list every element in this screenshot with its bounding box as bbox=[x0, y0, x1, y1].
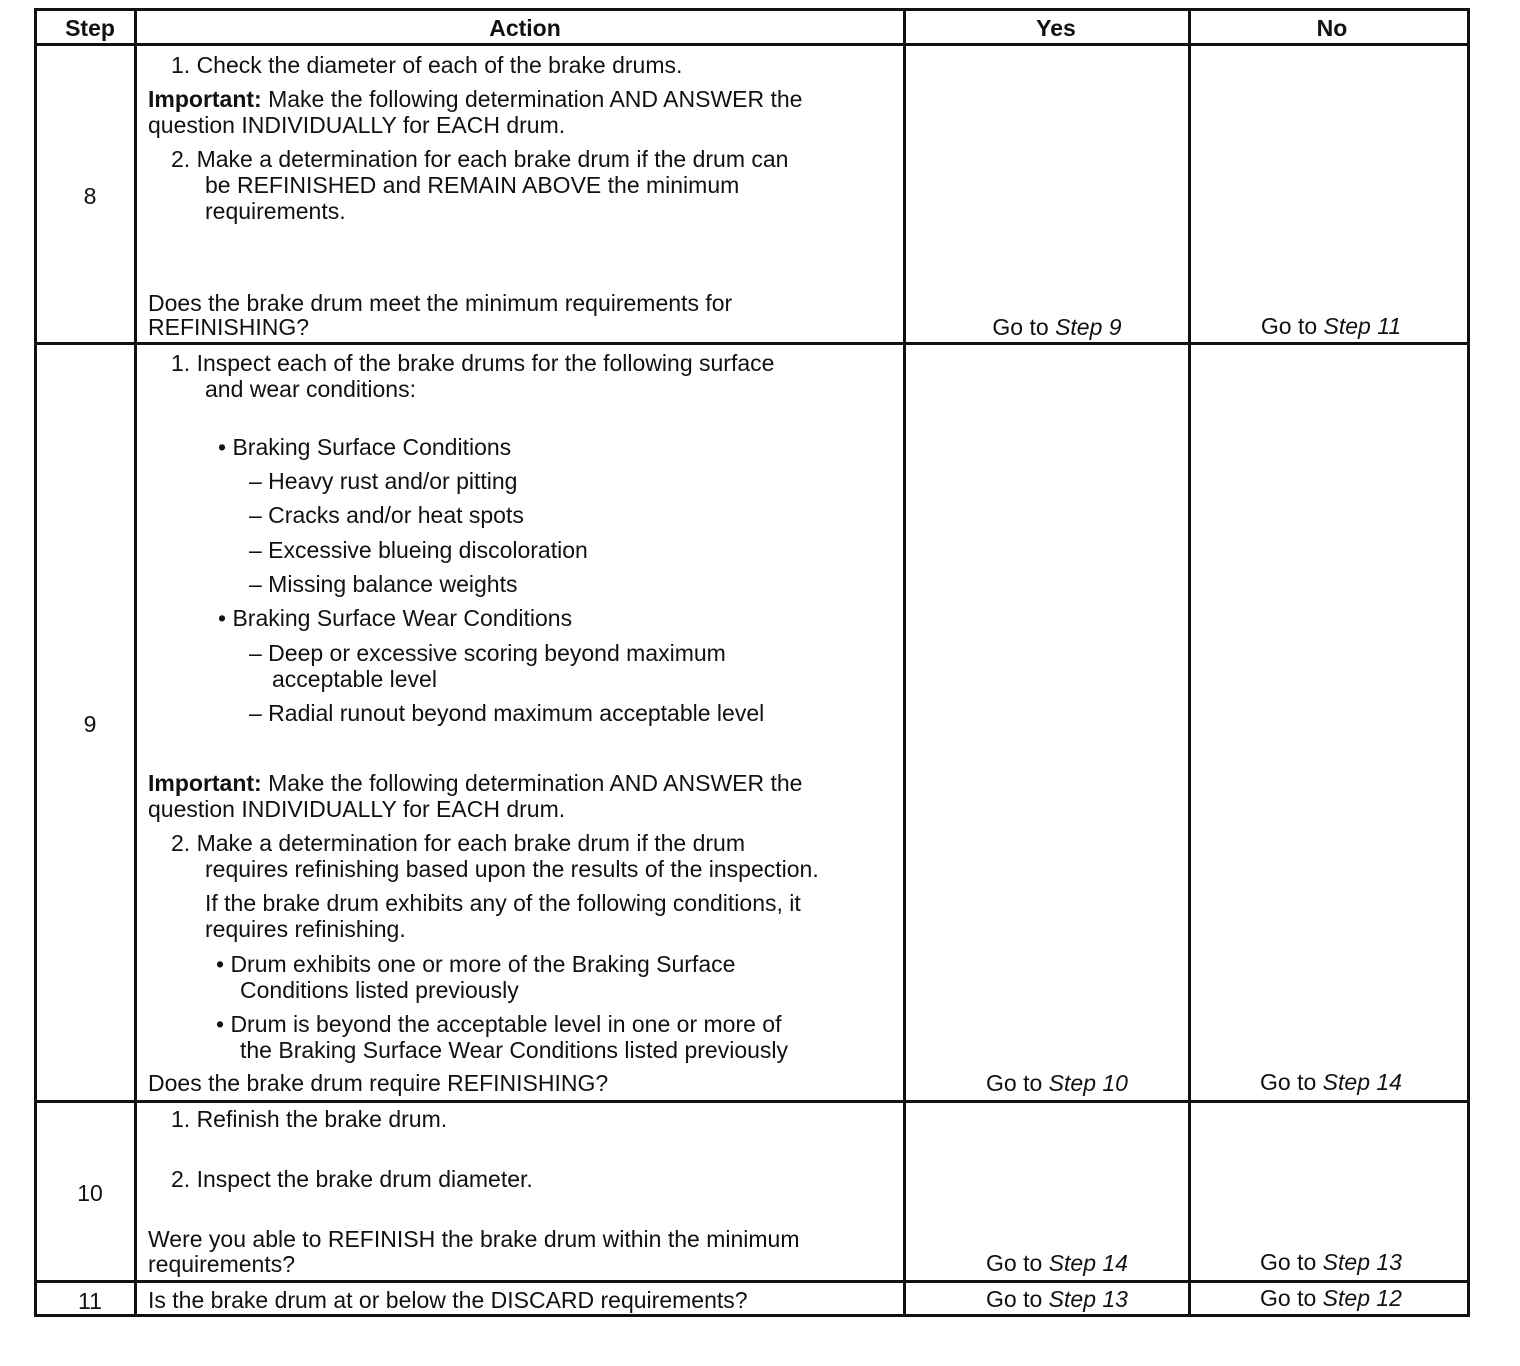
goto-label: Go to bbox=[1260, 1069, 1323, 1095]
header-no: No bbox=[1316, 15, 1348, 41]
dash-item: – Cracks and/or heat spots bbox=[249, 502, 524, 528]
goto-label: Go to bbox=[1260, 1285, 1323, 1311]
dash-item: – Heavy rust and/or pitting bbox=[249, 468, 518, 494]
action-line: requires refinishing based upon the results of the inspection. bbox=[205, 856, 819, 882]
action-line: 1. Check the diameter of each of the brake drums. bbox=[171, 52, 683, 78]
header-yes: Yes bbox=[1036, 15, 1076, 41]
question-line: Does the brake drum meet the minimum requirements for bbox=[148, 290, 733, 316]
dash-item: – Deep or excessive scoring beyond maximum bbox=[249, 640, 726, 666]
bullet-item-cont: Conditions listed previously bbox=[240, 977, 519, 1003]
row-divider bbox=[37, 43, 1467, 46]
bullet-item-cont: the Braking Surface Wear Conditions listed previously bbox=[240, 1037, 789, 1063]
action-line: 2. Inspect the brake drum diameter. bbox=[171, 1166, 533, 1192]
action-line: 1. Refinish the brake drum. bbox=[171, 1106, 448, 1132]
dash-item-cont: acceptable level bbox=[272, 666, 437, 692]
header-step: Step bbox=[65, 15, 115, 41]
bullet-item: • Drum exhibits one or more of the Braking Surface bbox=[216, 951, 736, 977]
row-divider bbox=[37, 1280, 1467, 1283]
action-line: requires refinishing. bbox=[205, 916, 406, 942]
action-line: 1. Inspect each of the brake drums for the following surface bbox=[171, 350, 775, 376]
goto-step-link[interactable]: Step 13 bbox=[1322, 1249, 1402, 1275]
action-line: and wear conditions: bbox=[205, 376, 416, 402]
bullet-item: • Braking Surface Wear Conditions bbox=[218, 605, 573, 631]
goto-step-link[interactable]: Step 13 bbox=[1048, 1286, 1128, 1312]
header-action: Action bbox=[489, 15, 561, 41]
goto-label: Go to bbox=[1260, 1249, 1323, 1275]
goto-step-link[interactable]: Step 14 bbox=[1322, 1069, 1402, 1095]
goto-step-link[interactable]: Step 14 bbox=[1048, 1250, 1128, 1276]
goto-label: Go to bbox=[1260, 313, 1324, 339]
goto-step-link[interactable]: Step 12 bbox=[1322, 1285, 1402, 1311]
yes-result bbox=[916, 1286, 1198, 1312]
step-number: 8 bbox=[83, 183, 97, 209]
step-number: 10 bbox=[77, 1180, 103, 1206]
important-label: Important: bbox=[148, 86, 262, 112]
dash-item: – Radial runout beyond maximum acceptable level bbox=[249, 700, 765, 726]
goto-step-link[interactable]: Step 9 bbox=[1055, 314, 1122, 340]
question-line: Is the brake drum at or below the DISCARD requirements? bbox=[148, 1287, 748, 1313]
question-line: Were you able to REFINISH the brake drum within the minimum bbox=[148, 1226, 800, 1252]
goto-label: Go to bbox=[986, 1286, 1049, 1312]
action-line: be REFINISHED and REMAIN ABOVE the minimum bbox=[205, 172, 740, 198]
action-line: requirements. bbox=[205, 198, 346, 224]
important-text-cont: question INDIVIDUALLY for EACH drum. bbox=[148, 112, 566, 138]
bullet-item: • Braking Surface Conditions bbox=[218, 434, 512, 460]
no-result bbox=[1192, 1249, 1470, 1275]
important-label: Important: bbox=[148, 770, 262, 796]
question-line: Does the brake drum require REFINISHING? bbox=[148, 1070, 609, 1096]
step-number: 9 bbox=[83, 711, 97, 737]
step-number: 11 bbox=[78, 1288, 102, 1314]
dash-item: – Excessive blueing discoloration bbox=[249, 537, 588, 563]
no-result bbox=[1192, 1069, 1470, 1095]
row-divider bbox=[37, 342, 1467, 345]
no-result bbox=[1192, 313, 1470, 339]
yes-result bbox=[916, 1070, 1198, 1096]
dash-item: – Missing balance weights bbox=[249, 571, 518, 597]
no-result bbox=[1192, 1285, 1470, 1311]
goto-label: Go to bbox=[992, 314, 1056, 340]
action-line: 2. Make a determination for each brake drum if the drum bbox=[171, 830, 746, 856]
important-text: Make the following determination AND ANSWER the bbox=[261, 770, 803, 796]
row-divider bbox=[37, 1100, 1467, 1103]
goto-label: Go to bbox=[986, 1250, 1049, 1276]
important-note bbox=[148, 770, 802, 796]
action-line: 2. Make a determination for each brake drum if the drum can bbox=[171, 146, 789, 172]
goto-step-link[interactable]: Step 10 bbox=[1048, 1070, 1128, 1096]
question-line: requirements? bbox=[148, 1251, 296, 1277]
goto-label: Go to bbox=[986, 1070, 1049, 1096]
column-divider bbox=[1188, 11, 1191, 1314]
yes-result bbox=[916, 314, 1198, 340]
question-line: REFINISHING? bbox=[148, 314, 310, 340]
goto-step-link[interactable]: Step 11 bbox=[1323, 313, 1402, 339]
important-text-cont: question INDIVIDUALLY for EACH drum. bbox=[148, 796, 566, 822]
important-text: Make the following determination AND ANSWER the bbox=[261, 86, 803, 112]
bullet-item: • Drum is beyond the acceptable level in one or more of bbox=[216, 1011, 782, 1037]
column-divider bbox=[903, 11, 906, 1314]
yes-result bbox=[916, 1250, 1198, 1276]
action-line: If the brake drum exhibits any of the following conditions, it bbox=[205, 890, 801, 916]
important-note bbox=[148, 86, 802, 112]
